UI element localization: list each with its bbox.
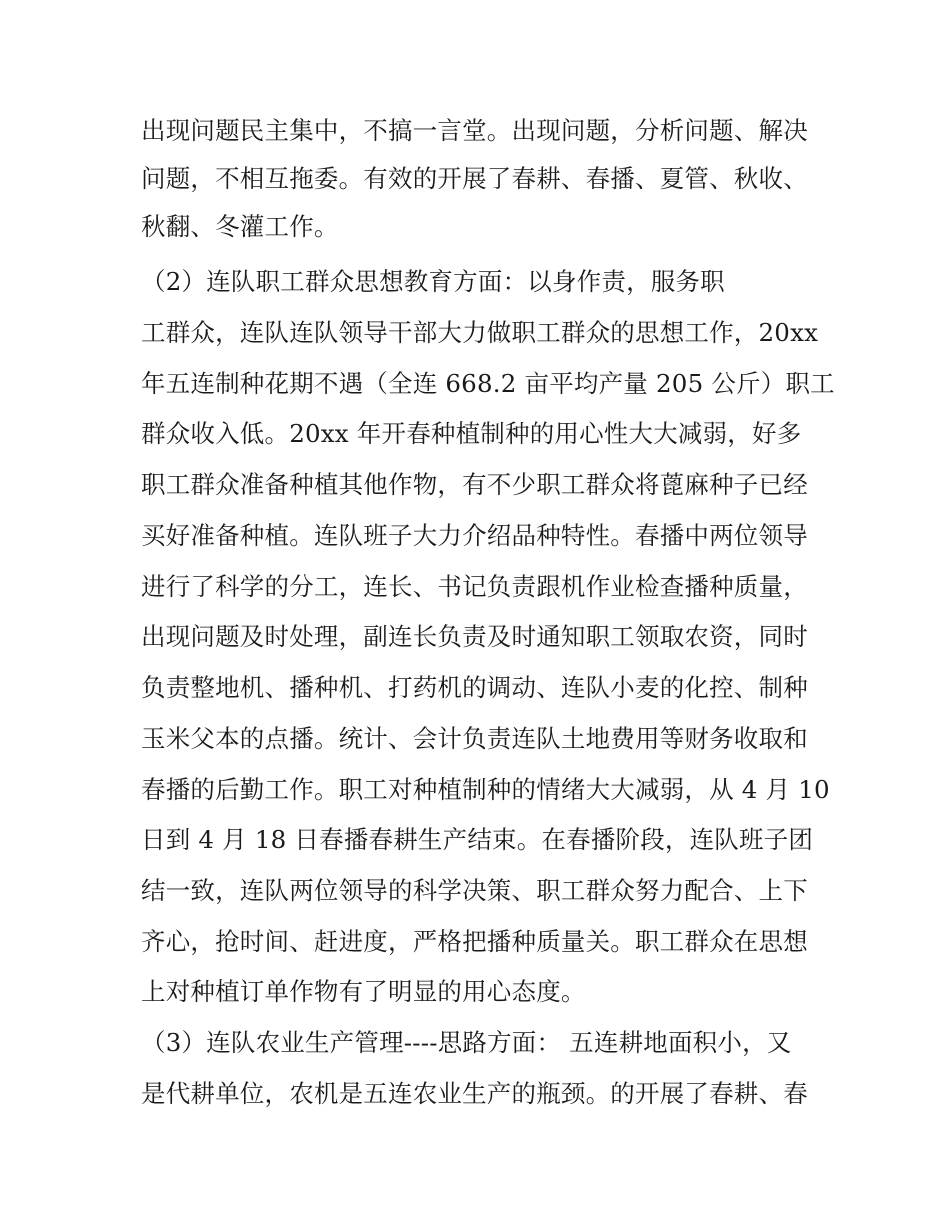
text-line: 齐心，抢时间、赶进度，严格把播种质量关。职工群众在思想 <box>141 927 808 956</box>
text-line: 秋翻、冬灌工作。 <box>141 212 339 241</box>
text-line: （2）连队职工群众思想教育方面：以身作责，服务职 <box>141 267 725 296</box>
text-line: 春播的后勤工作。职工对种植制种的情绪大大减弱，从 4 月 10 <box>141 775 830 804</box>
text-line: 年五连制种花期不遇（全连 668.2 亩平均产量 205 公斤）职工 <box>141 369 835 398</box>
text-line: 职工群众准备种植其他作物，有不少职工群众将蓖麻种子已经 <box>141 470 808 499</box>
text-line: 买好准备种植。连队班子大力介绍品种特性。春播中两位领导 <box>141 521 808 550</box>
text-line: 问题，不相互拖委。有效的开展了春耕、春播、夏管、秋收、 <box>141 164 808 193</box>
text-line: 出现问题民主集中，不搞一言堂。出现问题，分析问题、解决 <box>141 116 808 145</box>
text-line: 群众收入低。20xx 年开春种植制种的用心性大大减弱，好多 <box>141 419 802 448</box>
text-line: （3）连队农业生产管理----思路方面： 五连耕地面积小，又 <box>141 1028 792 1057</box>
text-line: 上对种植订单作物有了明显的用心态度。 <box>141 977 586 1006</box>
text-line: 出现问题及时处理，副连长负责及时通知职工领取农资，同时 <box>141 622 808 651</box>
text-line: 工群众，连队连队领导干部大力做职工群众的思想工作，20xx <box>141 318 819 347</box>
text-line: 进行了科学的分工，连长、书记负责跟机作业检查播种质量， <box>141 572 808 601</box>
text-line: 日到 4 月 18 日春播春耕生产结束。在春播阶段，连队班子团 <box>141 825 814 854</box>
text-line: 玉米父本的点播。统计、会计负责连队土地费用等财务收取和 <box>141 724 808 753</box>
text-line: 是代耕单位，农机是五连农业生产的瓶颈。的开展了春耕、春 <box>141 1079 808 1108</box>
text-line: 负责整地机、播种机、打药机的调动、连队小麦的化控、制种 <box>141 673 808 702</box>
text-line: 结一致，连队两位领导的科学决策、职工群众努力配合、上下 <box>141 876 808 905</box>
